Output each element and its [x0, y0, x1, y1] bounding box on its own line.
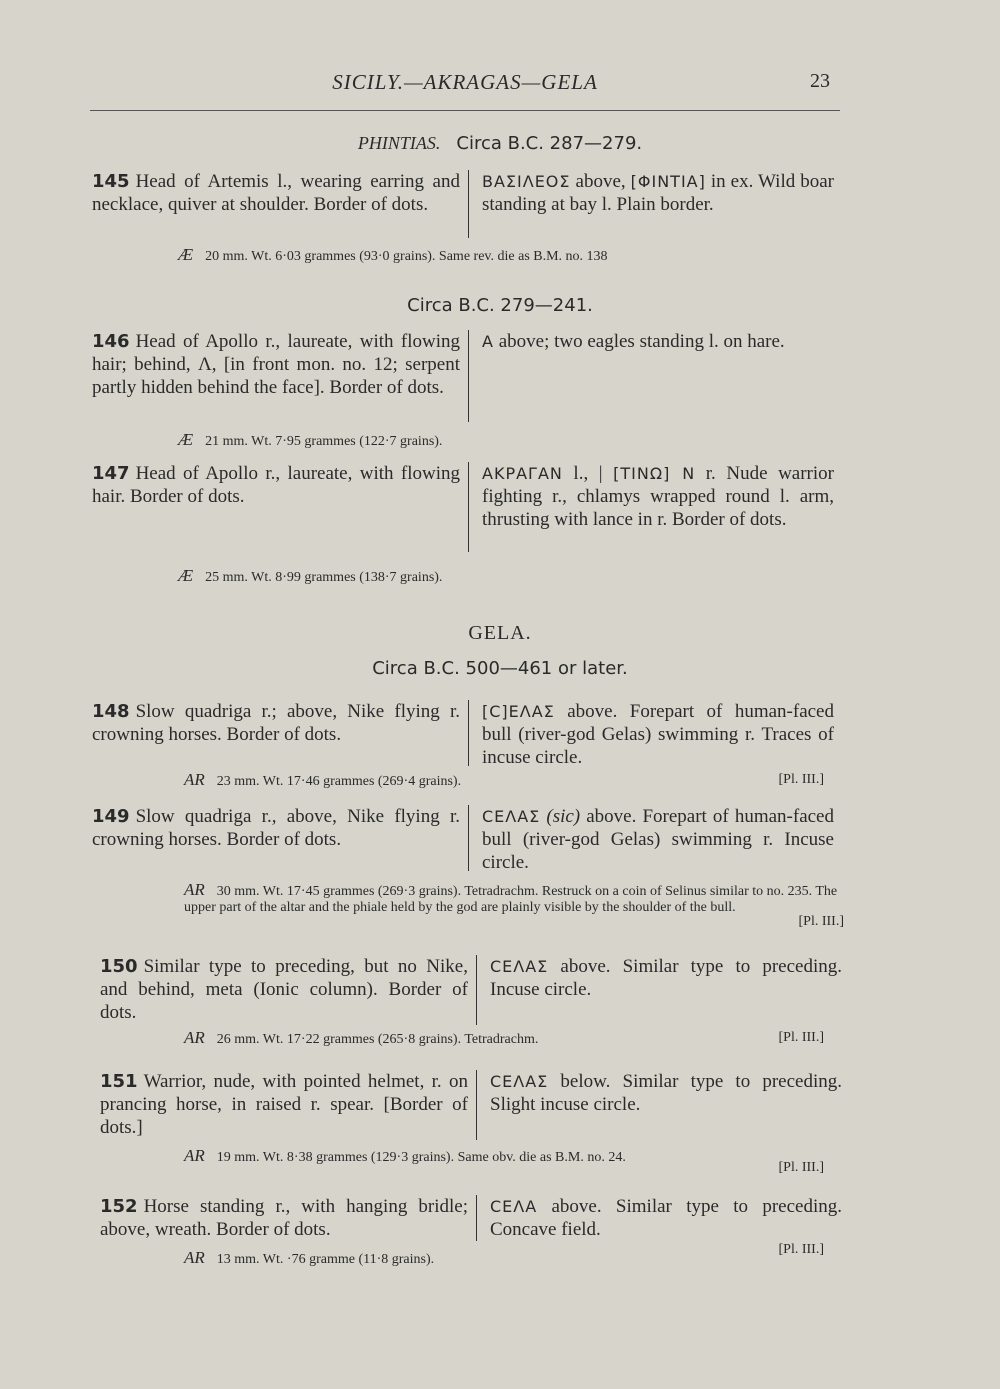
reverse-description	[482, 700, 834, 769]
obverse-description	[100, 1195, 468, 1241]
weight-details: 19 mm. Wt. 8·38 grammes (129·3 grains). Same obv. die as B.M. no. 24.	[216, 1150, 626, 1165]
metal-symbol: AR	[184, 770, 205, 789]
obverse-text: Slow quadriga r.; above, Nike flying r. crowning horses. Border of dots.	[92, 701, 460, 745]
reverse-text: above; two eagles standing l. on hare.	[493, 331, 785, 352]
date-range: Circa B.C. 287—279.	[456, 133, 643, 154]
obverse-text: Horse standing r., with hanging bridle; above, wreath. Border of dots.	[100, 1196, 468, 1240]
column-divider	[468, 805, 469, 871]
entry-number: 146	[92, 331, 130, 352]
reverse-text: above. Similar type to preceding. Incuse circle.	[490, 956, 842, 1000]
legend-greek: [ΦΙΝΤΙΑ]	[630, 172, 706, 191]
entry-number: 149	[92, 806, 130, 827]
obverse-description	[100, 955, 468, 1024]
section-heading-gela	[0, 658, 1000, 679]
legend-greek: ΑΚΡΑΓΑΝ	[482, 464, 563, 483]
reverse-description	[482, 330, 834, 353]
column-divider	[476, 1070, 477, 1140]
reverse-text: l., |	[562, 463, 614, 484]
metal-symbol: Æ	[178, 245, 194, 264]
obverse-text: Head of Artemis l., wearing earring and necklace, quiver at shoulder. Border of dots.	[92, 171, 460, 215]
running-title: SICILY.—AKRAGAS—GELA	[332, 70, 598, 94]
ruler-name: PHINTIAS.	[357, 133, 441, 153]
metal-symbol: AR	[184, 1248, 205, 1267]
reverse-description	[490, 1195, 842, 1241]
entry-number: 145	[92, 171, 130, 192]
city-heading: GELA.	[468, 622, 532, 644]
legend-greek: ΒΑΣΙΛΕΟΣ	[482, 172, 571, 191]
plate-reference: [Pl. III.]	[778, 772, 824, 787]
obverse-text: Warrior, nude, with pointed helmet, r. on prancing horse, in raised r. spear. [Border of dots.]	[100, 1071, 468, 1138]
metal-symbol: AR	[184, 1028, 205, 1047]
plate-reference: [Pl. III.]	[778, 1242, 824, 1257]
date-range: Circa B.C. 500—461 or later.	[372, 658, 628, 679]
reverse-description	[482, 462, 834, 531]
weight-details: 26 mm. Wt. 17·22 grammes (265·8 grains). Tetradrachm.	[216, 1032, 539, 1047]
plate-reference: [Pl. III.]	[798, 914, 844, 929]
column-divider	[476, 955, 477, 1025]
weight-details: 21 mm. Wt. 7·95 grammes (122·7 grains).	[205, 434, 443, 449]
weight-details: 23 mm. Wt. 17·46 grammes (269·4 grains).	[216, 774, 462, 789]
legend-greek: [C]ΕΛΑΣ	[482, 702, 555, 721]
obverse-text: Head of Apollo r., laureate, with flowing hair; behind, Λ, [in front mon. no. 12; serpent partly hidden behind the face]. Border of dots.	[92, 331, 460, 398]
metal-symbol: Æ	[178, 566, 194, 585]
column-divider	[468, 330, 469, 422]
specimen-details-145	[178, 247, 918, 265]
column-divider	[476, 1195, 477, 1241]
column-divider	[468, 700, 469, 766]
specimen-details-148	[184, 772, 824, 790]
legend-greek: [ΤΙΝΩ] Ν	[613, 464, 696, 483]
weight-details: 25 mm. Wt. 8·99 grammes (138·7 grains).	[205, 570, 443, 585]
obverse-text: Slow quadriga r., above, Nike flying r. crowning horses. Border of dots.	[92, 806, 460, 850]
page-number: 23	[810, 70, 830, 92]
specimen-details-146	[178, 432, 918, 450]
obverse-description	[92, 170, 460, 216]
specimen-details-152	[184, 1242, 824, 1268]
plate-reference: [Pl. III.]	[778, 1030, 824, 1045]
metal-symbol: Æ	[178, 430, 194, 449]
reverse-text: above. Forepart of human-faced bull (river-god Gelas) swimming r. Traces of incuse circle.	[482, 701, 834, 768]
specimen-details-147	[178, 568, 918, 586]
reverse-description	[482, 170, 834, 216]
column-divider	[468, 462, 469, 552]
entry-number: 150	[100, 956, 138, 977]
weight-details: 30 mm. Wt. 17·45 grammes (269·3 grains). Tetradrachm. Restruck on a coin of Selinus similar to no. 235. The upper part of the altar and the phiale held by the god are plainly visible by the shoulder of the bull.	[184, 884, 838, 915]
obverse-text: Similar type to preceding, but no Nike, and behind, meta (Ionic column). Border of dots.	[100, 956, 468, 1023]
reverse-text: above. Forepart of human-faced bull (river-god Gelas) swimming r. Incuse circle.	[482, 806, 834, 873]
legend-greek: CΕΛΑΣ	[482, 807, 541, 826]
section-heading-phintias	[0, 133, 1000, 154]
legend-greek: CΕΛΑΣ	[490, 1072, 549, 1091]
legend-greek: CΕΛΑ	[490, 1197, 538, 1216]
reverse-text: in ex. Wild boar standing at bay l. Plain border.	[482, 171, 834, 215]
specimen-details-149	[184, 880, 844, 929]
entry-number: 152	[100, 1196, 138, 1217]
reverse-text: above. Similar type to preceding. Concave field.	[490, 1196, 842, 1240]
reverse-description	[490, 1070, 842, 1116]
weight-details: 13 mm. Wt. ·76 gramme (11·8 grains).	[216, 1252, 435, 1267]
obverse-description	[92, 700, 460, 746]
legend-greek: CΕΛΑΣ	[490, 957, 549, 976]
section-heading-279	[0, 295, 1000, 316]
reverse-text: below. Similar type to preceding. Slight incuse circle.	[490, 1071, 842, 1115]
reverse-text: above,	[570, 171, 631, 192]
entry-number: 148	[92, 701, 130, 722]
entry-number: 151	[100, 1071, 138, 1092]
obverse-description	[92, 330, 460, 399]
obverse-description	[92, 805, 460, 851]
obverse-description	[100, 1070, 468, 1139]
obverse-description	[92, 462, 460, 508]
specimen-details-151	[184, 1146, 824, 1175]
specimen-details-150	[184, 1030, 824, 1048]
legend-greek: Α	[482, 332, 494, 351]
weight-details: 20 mm. Wt. 6·03 grammes (93·0 grains). Same rev. die as B.M. no. 138	[205, 249, 608, 264]
sic-note: (sic)	[540, 806, 581, 827]
reverse-text: r. Nude warrior fighting r., chlamys wrapped round l. arm, thrusting with lance in r. Border of dots.	[482, 463, 834, 530]
obverse-text: Head of Apollo r., laureate, with flowing hair. Border of dots.	[92, 463, 460, 507]
date-range: Circa B.C. 279—241.	[407, 295, 593, 316]
running-head	[90, 70, 840, 111]
reverse-description	[490, 955, 842, 1001]
column-divider	[468, 170, 469, 238]
entry-number: 147	[92, 463, 130, 484]
metal-symbol: AR	[184, 1146, 205, 1165]
plate-reference: [Pl. III.]	[778, 1160, 824, 1175]
reverse-description	[482, 805, 834, 874]
metal-symbol: AR	[184, 880, 205, 899]
